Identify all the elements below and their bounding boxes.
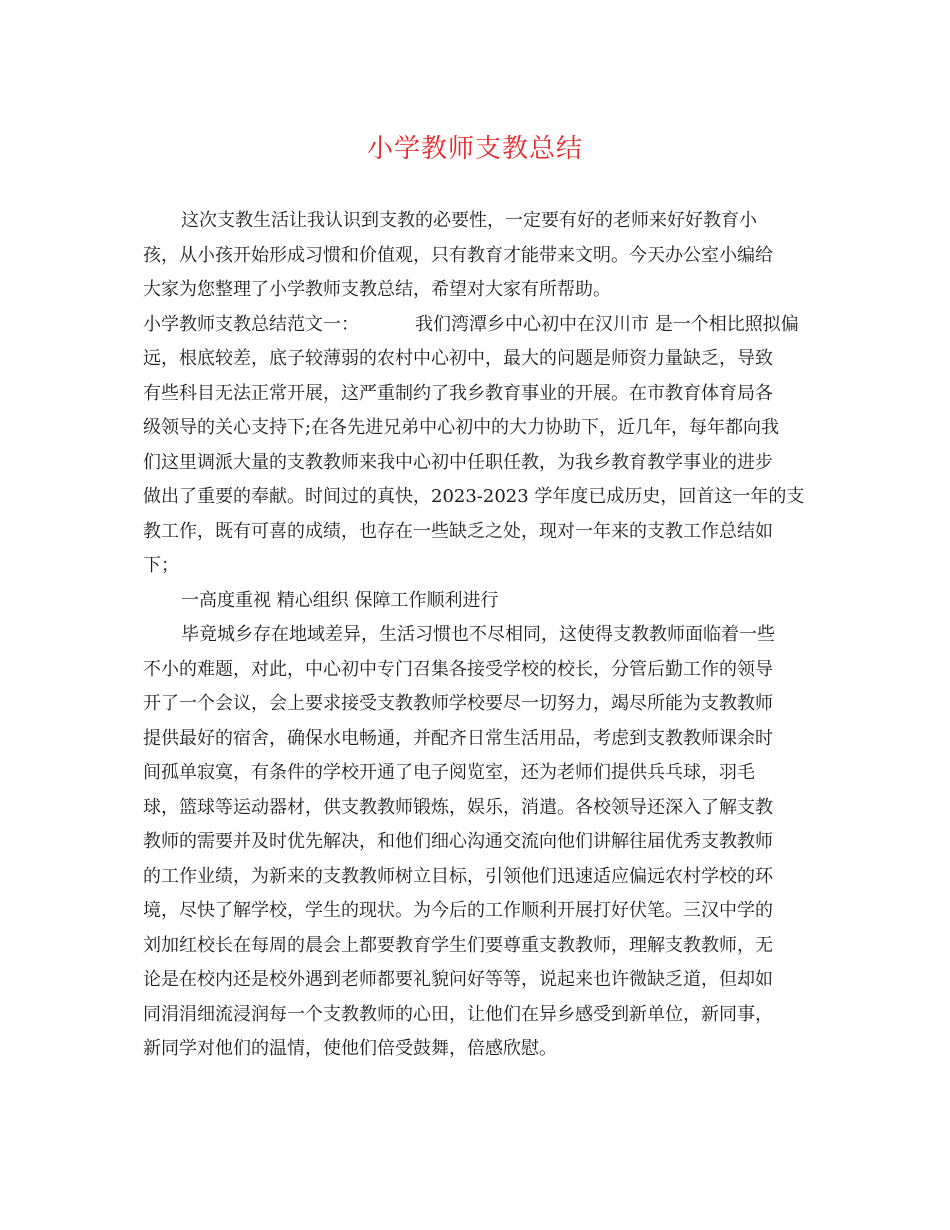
line-text: 远，根底较差，底子较薄弱的农村中心初中，最大的问题是师资力量缺乏，导致 bbox=[143, 348, 773, 369]
line-text: 境，尽快了解学校，学生的现状。为今后的工作顺利开展打好伏笔。三汉中学的 bbox=[143, 900, 773, 921]
text-line bbox=[143, 584, 811, 619]
line-text: 级领导的关心支持下;在各先进兄弟中心初中的大力协助下，近几年，每年都向我 bbox=[143, 417, 780, 438]
line-text: 新同学对他们的温情，使他们倍受鼓舞，倍感欣慰。 bbox=[143, 1038, 557, 1059]
text-line bbox=[143, 342, 811, 377]
document-body bbox=[143, 204, 811, 1067]
line-text: 同涓涓细流浸润每一个支教教师的心田，让他们在异乡感受到新单位，新同事， bbox=[143, 1003, 773, 1025]
text-line bbox=[143, 1032, 811, 1067]
text-line bbox=[143, 239, 811, 274]
text-line bbox=[143, 825, 811, 860]
text-line bbox=[143, 377, 811, 412]
text-line bbox=[143, 998, 811, 1033]
line-text: 刘加红校长在每周的晨会上都要教育学生们要尊重支教教师，理解支教教师，无 bbox=[143, 934, 773, 956]
line-text: 论是在校内还是校外遇到老师都要礼貌问好等等，说起来也许微缺乏道，但却如 bbox=[143, 969, 773, 990]
line-text: 教工作，既有可喜的成绩，也存在一些缺乏之处，现对一年来的支教工作总结如 bbox=[143, 520, 773, 542]
line-text: 小学教师支教总结范文一： bbox=[143, 313, 359, 335]
line-text: 开了一个会议，会上要求接受支教教师学校要尽一切努力，竭尽所能为支教教师 bbox=[143, 693, 773, 714]
line-text: 不小的难题，对此，中心初中专门召集各接受学校的校长，分管后勤工作的领导 bbox=[143, 658, 773, 680]
line-text: 大家为您整理了小学教师支教总结，希望对大家有所帮助。 bbox=[143, 279, 611, 300]
line-text: 间孤单寂寞，有条件的学校开通了电子阅览室，还为老师们提供兵乓球，羽毛 bbox=[143, 762, 755, 783]
text-line bbox=[143, 273, 811, 308]
text-line bbox=[143, 860, 811, 895]
line-text: 教师的需要并及时优先解决，和他们细心沟通交流向他们讲解往届优秀支教教师 bbox=[143, 831, 773, 852]
line-text: 球，篮球等运动器材，供支教教师锻炼，娱乐，消遣。各校领导还深入了解支教 bbox=[143, 796, 773, 818]
line-text: 的工作业绩，为新来的支教教师树立目标，引领他们迅速适应偏远农村学校的环 bbox=[143, 865, 773, 887]
line-text: 下； bbox=[143, 555, 179, 576]
line-text: 提供最好的宿舍，确保水电畅通，并配齐日常生活用品，考虑到支教教师课余时 bbox=[143, 727, 773, 749]
line-text: 一高度重视 精心组织 保障工作顺利进行 bbox=[181, 589, 499, 611]
line-text: 们这里调派大量的支教教师来我中心初中任职任教，为我乡教育教学事业的进步 bbox=[143, 451, 773, 473]
text-line bbox=[143, 549, 811, 584]
text-line bbox=[143, 308, 811, 343]
text-line bbox=[143, 756, 811, 791]
text-line bbox=[143, 515, 811, 550]
text-line bbox=[143, 722, 811, 757]
text-line bbox=[143, 894, 811, 929]
text-line bbox=[143, 653, 811, 688]
document-title: 小学教师支教总结 bbox=[366, 134, 583, 164]
text-line bbox=[143, 480, 811, 515]
text-line bbox=[143, 411, 811, 446]
line-text: 毕竟城乡存在地域差异，生活习惯也不尽相同，这使得支教教师面临着一些 bbox=[181, 624, 775, 645]
text-line bbox=[143, 618, 811, 653]
line-text: 做出了重要的奉献。时间过的真快，2023-2023 学年度已成历史，回首这一年的支 bbox=[143, 486, 805, 507]
text-line bbox=[143, 963, 811, 998]
line-text: 孩，从小孩开始形成习惯和价值观，只有教育才能带来文明。今天办公室小编给 bbox=[143, 244, 773, 266]
line-text-continued: 我们湾潭乡中心初中在汉川市 是一个相比照拟偏 bbox=[415, 313, 799, 335]
text-line bbox=[143, 446, 811, 481]
text-line bbox=[143, 204, 811, 239]
text-line bbox=[143, 929, 811, 964]
text-line bbox=[143, 687, 811, 722]
line-text: 有些科目无法正常开展，这严重制约了我乡教育事业的开展。在市教育体育局各 bbox=[143, 382, 773, 404]
text-line bbox=[143, 791, 811, 826]
line-text: 这次支教生活让我认识到支教的必要性，一定要有好的老师来好好教育小 bbox=[181, 210, 757, 231]
